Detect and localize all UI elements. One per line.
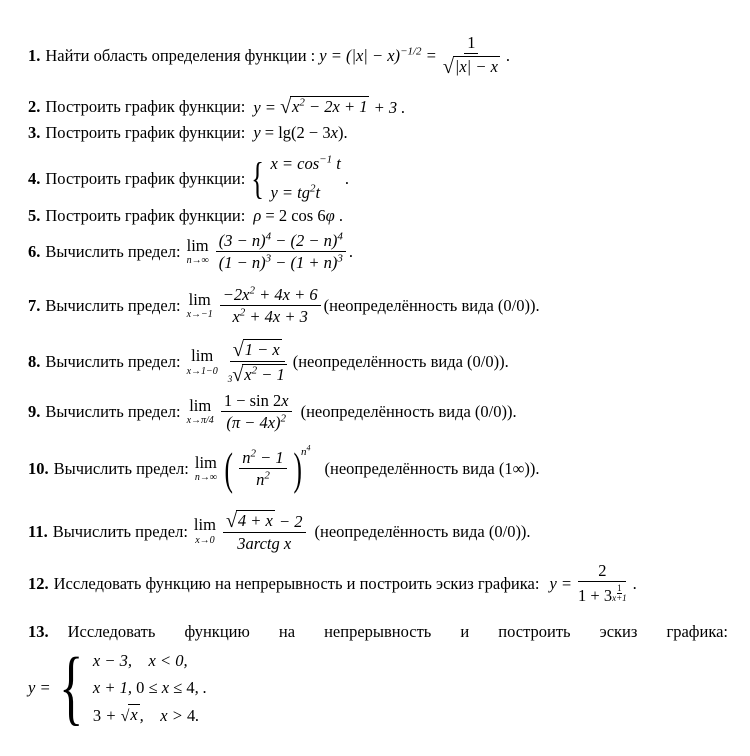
limit: lim x→−1	[186, 289, 213, 321]
task-text: Вычислить предел:	[45, 352, 181, 372]
task-number: 7.	[28, 296, 41, 316]
formula-system: x − 3, x < 0, x + 1, 0 ≤ x ≤ 4, . 3 + √ x , x > 4.	[92, 651, 207, 725]
task-13	[28, 622, 728, 642]
task-9	[28, 392, 517, 432]
task-4: 4. Построить график функции: { $x = \cos^{-1} t$ $y = tg^2t$ .	[28, 150, 349, 208]
task-note: (неопределённость вида (0/0)).	[292, 352, 509, 372]
fraction: 1 √ |x| − x	[442, 33, 498, 78]
fraction: 2 1 + 3 $\frac{1}{x+1}$	[578, 561, 627, 606]
limit: lim n→∞	[194, 452, 217, 484]
exponent: $n^4$	[301, 443, 311, 458]
system-brace: {	[58, 641, 83, 734]
task-8	[28, 339, 509, 386]
formula: $y = (|x| - x)^{-1/2}$ =	[319, 45, 437, 65]
task-number: 10.	[28, 459, 49, 478]
task-text: Построить график функции:	[45, 123, 246, 142]
task-7	[28, 286, 540, 326]
task-note: (неопределённость вида (0/0)).	[300, 402, 517, 422]
limit: lim n→∞	[186, 235, 209, 267]
formula-lhs: y =	[28, 678, 51, 697]
formula: y = lg(2 − 3x).	[253, 123, 348, 142]
task-number: 4.	[28, 168, 41, 188]
task-1: 1. Найти область определения функции : $y = (|x| - x)^{-1/2}$ = 1 √ |x| − x .	[28, 33, 511, 78]
task-number: 9.	[28, 402, 41, 422]
task-number: 6.	[28, 242, 41, 262]
task-10	[28, 443, 540, 494]
left-paren: (	[224, 443, 233, 494]
right-paren: )	[293, 443, 302, 494]
task-2	[28, 96, 405, 118]
task-11	[28, 510, 531, 553]
task-text: Вычислить предел:	[45, 296, 181, 316]
task-number: 12.	[28, 573, 49, 593]
task-number: 3.	[28, 123, 41, 142]
task-number: 8.	[28, 352, 41, 372]
task-note: (неопределённость вида (0/0)).	[314, 521, 531, 541]
task-6: 6. Вычислить предел: lim n→∞ $\frac{(3 - n)^4 - (2 - n)^4}{(1 - n)^3 - (1 + n)^3}$ .	[28, 230, 353, 273]
task-text: Вычислить предел:	[45, 402, 181, 422]
formula: ρ = 2 cos 6φ .	[253, 206, 343, 225]
task-text: Вычислить предел:	[53, 459, 189, 478]
limit: lim x→π/4	[186, 395, 214, 427]
task-13-formula	[28, 641, 207, 734]
fraction: √ 1 − x 3 √ $x^2 - 1$	[227, 338, 285, 386]
formula: y =	[549, 573, 573, 593]
task-3	[28, 123, 348, 143]
system-brace: {	[251, 153, 265, 203]
task-text: Найти область определения функции :	[45, 45, 316, 65]
fraction: $\frac{1 - \sin 2x}{(\pi - 4x)^2}$	[221, 392, 292, 432]
formula-system: $x = \cos^{-1} t$ $y = tg^2t$	[270, 153, 341, 202]
task-text: Вычислить предел:	[45, 242, 181, 262]
task-text: Исследовать функцию на непрерывность и построить эскиз графика:	[53, 573, 540, 593]
limit: lim x→1−0	[186, 346, 218, 377]
task-text: Вычислить предел:	[52, 521, 188, 541]
task-note: (неопределённость вида (1∞)).	[324, 459, 540, 478]
task-text: Исследовать функцию на непрерывность и построить эскиз графика:	[67, 622, 728, 641]
task-text: Построить график функции:	[45, 206, 246, 225]
task-note: (неопределённость вида (0/0)).	[323, 296, 540, 316]
fraction: $\frac{-2x^2 + 4x + 6}{x^2 + 4x + 3}$	[220, 286, 321, 326]
task-number: 5.	[28, 206, 41, 225]
task-text: Построить график функции:	[45, 96, 246, 116]
limit: lim x→0	[193, 515, 216, 546]
task-5	[28, 206, 343, 226]
task-text: Построить график функции:	[45, 168, 246, 188]
task-number: 13.	[28, 622, 49, 641]
fraction: $\frac{(3 - n)^4 - (2 - n)^4}{(1 - n)^3 - (1 + n)^3}$	[216, 232, 346, 272]
formula: y = √ $x^2 - 2x + 1$ + 3 .	[253, 95, 406, 118]
task-number: 11.	[28, 521, 48, 541]
task-number: 2.	[28, 96, 41, 116]
task-12: 12. Исследовать функцию на непрерывность и построить эскиз графика: y = 2 1 + 3 $\frac{1}{x+1}$ .	[28, 561, 637, 606]
task-number: 1.	[28, 45, 41, 65]
fraction: $\frac{n^2 - 1}{n^2}$	[239, 449, 286, 489]
fraction: √ 4 + x − 2 3arctg x	[223, 510, 306, 553]
